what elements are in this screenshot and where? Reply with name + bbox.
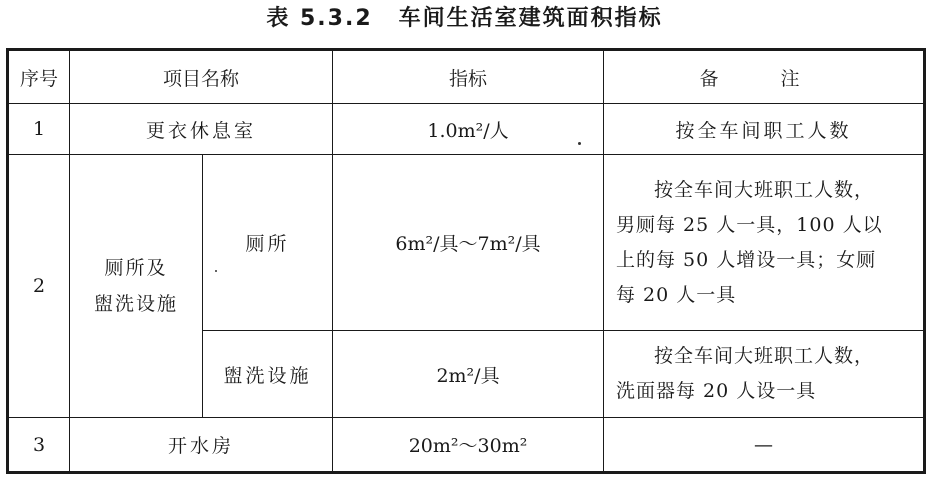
row1-note: 按全车间职工人数: [604, 104, 925, 155]
header-index: 指标: [333, 50, 604, 104]
row2-sub1-note-line2: 男厕每 25 人一具，100 人以: [616, 213, 883, 236]
row2-group: [70, 155, 203, 418]
row1-seq: 1: [8, 104, 70, 155]
header-note: 备 注: [604, 50, 925, 104]
row2-sub1-item: 厕所: [203, 155, 333, 331]
header-seq: 序号: [8, 50, 70, 104]
row3-note: —: [604, 418, 925, 473]
row2-sub1-note-line1: 按全车间大班职工人数，: [654, 178, 875, 201]
table-row: [8, 155, 925, 331]
row2-sub1-note-line3: 上的每 50 人增设一具；女厕: [616, 248, 877, 271]
row2-sub1-note: [604, 155, 925, 331]
table-row: [8, 104, 925, 155]
row3-item: 开水房: [70, 418, 333, 473]
table-header-row: [8, 50, 925, 104]
table-title-text: 车间生活室建筑面积指标: [398, 6, 663, 31]
table-title: [0, 2, 929, 36]
row1-item: 更衣休息室: [70, 104, 333, 155]
table-number: 表 5.3.2: [266, 6, 373, 31]
row2-sub2-note-line2: 洗面器每 20 人设一具: [616, 380, 817, 402]
row2-sub2-note: [604, 331, 925, 418]
row2-seq: 2: [8, 155, 70, 418]
row2-sub1-index: 6m²/具～7m²/具: [333, 155, 604, 331]
row2-sub2-item: 盥洗设施: [203, 331, 333, 418]
row2-sub2-note-line1: 按全车间大班职工人数，: [654, 345, 875, 367]
row3-seq: 3: [8, 418, 70, 473]
table-row: [8, 418, 925, 473]
row2-sub2-index: 2m²/具: [333, 331, 604, 418]
row1-index: 1.0m²/人: [333, 104, 604, 155]
header-item: 项目名称: [70, 50, 333, 104]
row2-group-line2: 盥洗设施: [93, 293, 178, 315]
row2-sub1-note-line4: 每 20 人一具: [616, 283, 737, 306]
row3-index: 20m²～30m²: [333, 418, 604, 473]
row2-group-line1: 厕所及: [104, 257, 168, 279]
scan-speck: [215, 270, 217, 272]
scan-speck: [578, 142, 581, 145]
area-index-table: [6, 48, 926, 474]
